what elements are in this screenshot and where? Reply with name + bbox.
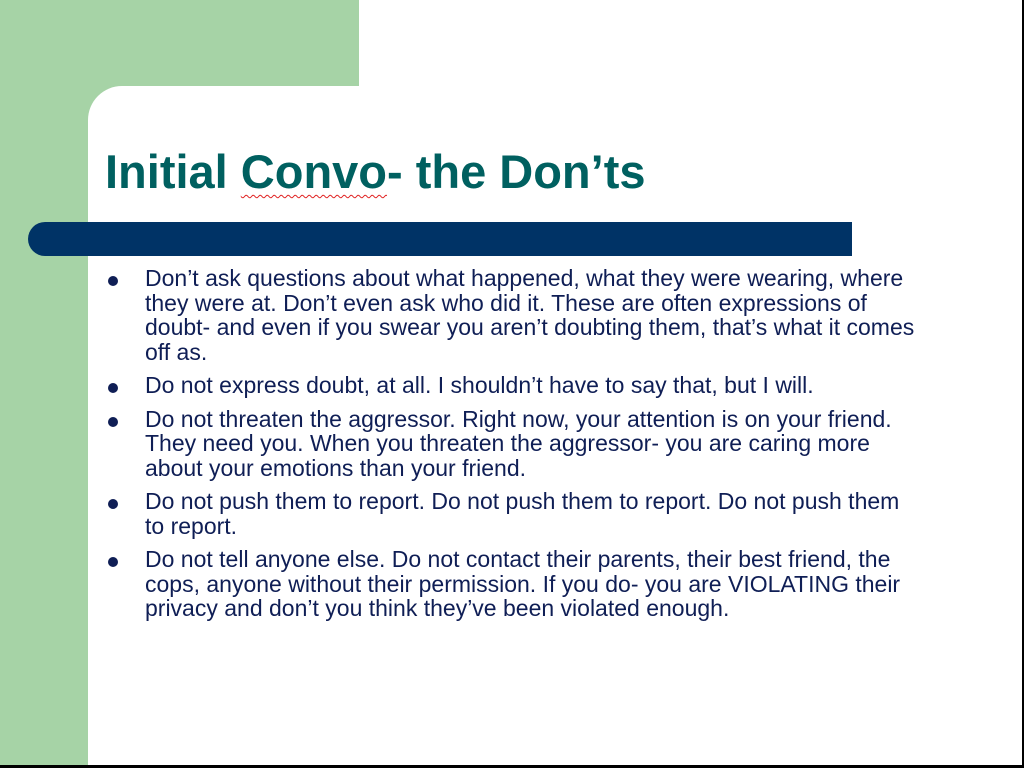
bullet-list xyxy=(104,266,924,630)
title-divider-bar xyxy=(28,222,852,256)
bullet-item-2 xyxy=(104,373,924,398)
bullet-dot-icon xyxy=(108,276,118,286)
slide-title xyxy=(105,142,646,202)
bullet-text-1: Don’t ask questions about what happened, what they were wearing, where they were at. Don’t even ask who did it. These are often expressions of doubt- and even if you swear you aren’t doubting them, that’s what it comes off as. xyxy=(145,265,915,365)
bullet-item-4 xyxy=(104,489,924,538)
bullet-dot-icon xyxy=(108,417,118,427)
bullet-dot-icon xyxy=(108,499,118,509)
bullet-dot-icon xyxy=(108,557,118,567)
bullet-text-2: Do not express doubt, at all. I shouldn’t have to say that, but I will. xyxy=(145,372,814,398)
bullet-item-3 xyxy=(104,407,924,481)
bullet-text-3: Do not threaten the aggressor. Right now, your attention is on your friend. They need you. When you threaten the aggressor- you are caring more about your emotions than your friend. xyxy=(145,405,892,481)
title-part-1: Initial xyxy=(105,145,241,198)
title-part-3: - the Don’ts xyxy=(387,145,646,198)
bullet-text-4: Do not push them to report. Do not push them to report. Do not push them to report. xyxy=(145,488,900,539)
bullet-dot-icon xyxy=(108,383,118,393)
bullet-text-5: Do not tell anyone else. Do not contact their parents, their best friend, the cops, anyone without their permission. If you do- you are VIOLATING their privacy and don’t you think they’ve been violated enough. xyxy=(145,546,901,621)
title-part-2-misspelled: Convo xyxy=(240,145,388,198)
bullet-item-1 xyxy=(104,266,924,364)
bullet-item-5 xyxy=(104,547,924,621)
